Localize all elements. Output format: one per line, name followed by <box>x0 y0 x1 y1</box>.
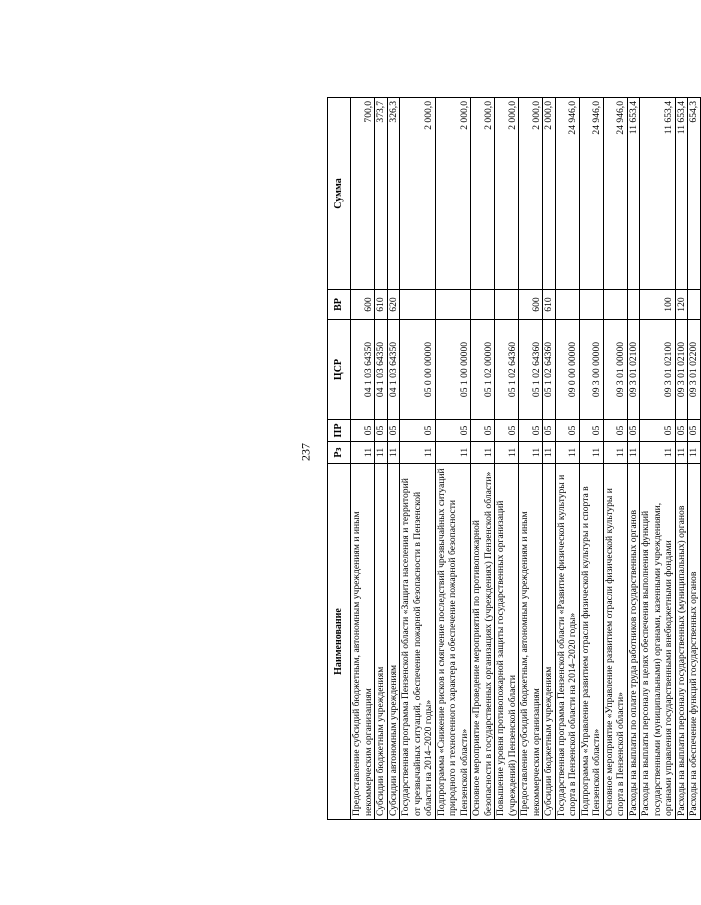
row-csr-cell: 09 3 00 00000 <box>579 320 603 420</box>
row-name-cell: Расходы на выплаты персоналу государственных (муниципальных) органов <box>675 464 688 820</box>
header-pr: ПР <box>328 420 351 442</box>
row-sum-cell: 2 000,0 <box>435 98 471 290</box>
row-name-cell: Повышение уровня противопожарной защиты государственных организаций (учреждений) Пензенской области <box>495 464 519 820</box>
table-row <box>495 98 519 820</box>
row-csr-cell: 05 1 00 00000 <box>435 320 471 420</box>
row-pr-cell: 05 <box>519 420 543 442</box>
row-sum-cell: 373,7 <box>375 98 388 290</box>
row-vr-cell <box>495 290 519 320</box>
row-csr-cell: 05 1 02 00000 <box>471 320 495 420</box>
table-header-row <box>328 98 351 820</box>
row-csr-cell: 05 1 02 64360 <box>543 320 556 420</box>
row-pr-cell: 05 <box>351 420 375 442</box>
table-row <box>627 98 640 820</box>
table-row <box>400 98 436 820</box>
row-rz-cell: 11 <box>603 442 627 464</box>
row-pr-cell: 05 <box>627 420 640 442</box>
row-vr-cell: 600 <box>519 290 543 320</box>
table-row <box>555 98 579 820</box>
row-vr-cell <box>603 290 627 320</box>
row-rz-cell: 11 <box>351 442 375 464</box>
row-rz-cell: 11 <box>519 442 543 464</box>
row-csr-cell: 09 3 01 02100 <box>640 320 676 420</box>
row-vr-cell: 610 <box>375 290 388 320</box>
row-rz-cell: 11 <box>375 442 388 464</box>
row-pr-cell: 05 <box>495 420 519 442</box>
row-sum-cell: 11 653,4 <box>627 98 640 290</box>
row-name-cell: Субсидии бюджетным учреждениям <box>543 464 556 820</box>
row-pr-cell: 05 <box>640 420 676 442</box>
row-vr-cell: 620 <box>387 290 400 320</box>
row-sum-cell: 2 000,0 <box>495 98 519 290</box>
row-name-cell: Подпрограмма «Управление развитием отрасли физической культуры и спорта в Пензенской области» <box>579 464 603 820</box>
row-rz-cell: 11 <box>387 442 400 464</box>
row-sum-cell: 2 000,0 <box>471 98 495 290</box>
table-row <box>387 98 400 820</box>
budget-table <box>327 97 701 820</box>
table-row <box>519 98 543 820</box>
row-pr-cell: 05 <box>579 420 603 442</box>
row-name-cell: Расходы на обеспечение функций государственных органов <box>688 464 701 820</box>
table-body <box>351 98 701 820</box>
row-name-cell: Субсидии бюджетным учреждениям <box>375 464 388 820</box>
row-vr-cell <box>555 290 579 320</box>
row-rz-cell: 11 <box>688 442 701 464</box>
row-csr-cell: 09 3 01 02100 <box>627 320 640 420</box>
table-row <box>375 98 388 820</box>
header-name: Наименование <box>328 464 351 820</box>
table-row <box>675 98 688 820</box>
table-row <box>351 98 375 820</box>
table-row <box>640 98 676 820</box>
page-number: 237 <box>298 443 313 461</box>
table-row <box>579 98 603 820</box>
header-csr: ЦСР <box>328 320 351 420</box>
header-vr: ВР <box>328 290 351 320</box>
row-pr-cell: 05 <box>675 420 688 442</box>
row-name-cell: Государственная программа Пензенской области «Развитие физической культуры и спорта в Пензенской области на 2014–2020 годы» <box>555 464 579 820</box>
row-pr-cell: 05 <box>603 420 627 442</box>
row-rz-cell: 11 <box>471 442 495 464</box>
row-sum-cell: 2 000,0 <box>519 98 543 290</box>
row-vr-cell: 120 <box>675 290 688 320</box>
row-name-cell: Государственная программа Пензенской области «Защита населения и территорий от чрезвычайных ситуаций, обеспечение пожарной безопасности в Пензенской области на 2014–2020 годы» <box>400 464 436 820</box>
row-rz-cell: 11 <box>543 442 556 464</box>
row-sum-cell: 700,0 <box>351 98 375 290</box>
row-rz-cell: 11 <box>675 442 688 464</box>
row-pr-cell: 05 <box>400 420 436 442</box>
row-csr-cell: 05 0 00 00000 <box>400 320 436 420</box>
table-row <box>603 98 627 820</box>
row-name-cell: Расходы на выплаты по оплате труда работников государственных органов <box>627 464 640 820</box>
row-name-cell: Подпрограмма «Снижение рисков и смягчение последствий чрезвычайных ситуаций природного и техногенного характера и обеспечение пожарной безопасности Пензенской области» <box>435 464 471 820</box>
row-name-cell: Предоставление субсидий бюджетным, автономным учреждениям и иным некоммерческим организациям <box>519 464 543 820</box>
row-sum-cell: 24 946,0 <box>555 98 579 290</box>
row-sum-cell: 24 946,0 <box>579 98 603 290</box>
row-csr-cell: 09 3 01 02200 <box>688 320 701 420</box>
row-vr-cell <box>579 290 603 320</box>
row-vr-cell <box>627 290 640 320</box>
row-csr-cell: 04 1 03 64350 <box>387 320 400 420</box>
row-sum-cell: 2 000,0 <box>543 98 556 290</box>
row-rz-cell: 11 <box>435 442 471 464</box>
row-sum-cell: 24 946,0 <box>603 98 627 290</box>
row-sum-cell: 654,3 <box>688 98 701 290</box>
row-name-cell: Предоставление субсидий бюджетным, автономным учреждениям и иным некоммерческим организациям <box>351 464 375 820</box>
row-sum-cell: 11 653,4 <box>640 98 676 290</box>
header-sum: Сумма <box>328 98 351 290</box>
table-row <box>435 98 471 820</box>
row-vr-cell <box>435 290 471 320</box>
row-pr-cell: 05 <box>471 420 495 442</box>
row-rz-cell: 11 <box>555 442 579 464</box>
row-csr-cell: 04 1 03 64350 <box>375 320 388 420</box>
row-name-cell: Субсидии автономным учреждениям <box>387 464 400 820</box>
table-row <box>688 98 701 820</box>
row-pr-cell: 05 <box>435 420 471 442</box>
row-sum-cell: 2 000,0 <box>400 98 436 290</box>
row-vr-cell <box>688 290 701 320</box>
row-vr-cell <box>400 290 436 320</box>
row-rz-cell: 11 <box>495 442 519 464</box>
row-vr-cell <box>471 290 495 320</box>
row-vr-cell: 100 <box>640 290 676 320</box>
row-csr-cell: 04 1 03 64350 <box>351 320 375 420</box>
row-pr-cell: 05 <box>688 420 701 442</box>
row-rz-cell: 11 <box>640 442 676 464</box>
row-rz-cell: 11 <box>627 442 640 464</box>
row-pr-cell: 05 <box>543 420 556 442</box>
row-name-cell: Основное мероприятие «Управление развитием отрасли физической культуры и спорта в Пензенской области» <box>603 464 627 820</box>
row-csr-cell: 09 3 01 02100 <box>675 320 688 420</box>
row-vr-cell: 610 <box>543 290 556 320</box>
row-name-cell: Основное мероприятие «Проведение мероприятий по противопожарной безопасности в государственных организациях (учреждениях) Пензенской области» <box>471 464 495 820</box>
row-pr-cell: 05 <box>375 420 388 442</box>
header-rz: Рз <box>328 442 351 464</box>
row-rz-cell: 11 <box>400 442 436 464</box>
row-csr-cell: 09 3 01 00000 <box>603 320 627 420</box>
row-vr-cell: 600 <box>351 290 375 320</box>
row-name-cell: Расходы на выплаты персоналу в целях обеспечения выполнения функций государственными (муниципальными) органами, казенными учреждениями, органами управления государственными внебюджетными фондами <box>640 464 676 820</box>
row-sum-cell: 326,3 <box>387 98 400 290</box>
row-csr-cell: 09 0 00 00000 <box>555 320 579 420</box>
row-rz-cell: 11 <box>579 442 603 464</box>
table-row <box>471 98 495 820</box>
row-pr-cell: 05 <box>387 420 400 442</box>
row-pr-cell: 05 <box>555 420 579 442</box>
row-sum-cell: 11 653,4 <box>675 98 688 290</box>
table-row <box>543 98 556 820</box>
row-csr-cell: 05 1 02 64360 <box>495 320 519 420</box>
row-csr-cell: 05 1 02 64360 <box>519 320 543 420</box>
